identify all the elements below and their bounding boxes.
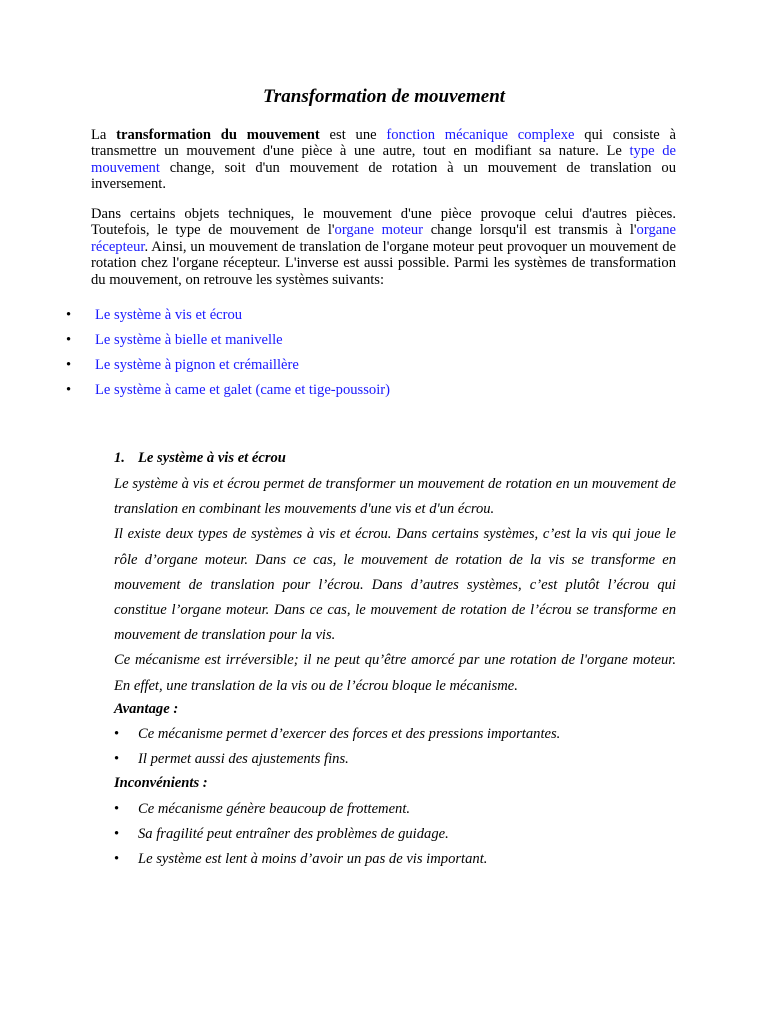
intro-text: Dans certains objets techniques, le mouvement d'une pièce provoque celui d'autres pièces. Toutefois, le type de mouvement de l' — [91, 206, 676, 239]
section-paragraph: Le système à vis et écrou permet de transformer un mouvement de rotation en un mouvement de translation en combinant les mouvements d'une vis et d'un écrou. — [114, 476, 676, 518]
avantage-label: Avantage : — [114, 701, 179, 717]
link-organe-moteur[interactable]: organe moteur — [334, 222, 423, 239]
intro-text: est une — [319, 127, 387, 143]
section-heading — [114, 449, 676, 467]
link-fonction-mecanique[interactable]: fonction mécanique complexe — [386, 127, 575, 143]
link-organe-recepteur[interactable]: organe récepteur — [91, 222, 676, 255]
intro-paragraph-1 — [91, 127, 676, 193]
link-system-vis-ecrou[interactable]: Le système à vis et écrou — [95, 307, 243, 323]
inconvenient-text: Sa fragilité peut entraîner des problèmes de guidage. — [138, 826, 449, 842]
section-body — [114, 472, 676, 699]
bullet-icon: • — [114, 826, 120, 842]
bullet-icon: • — [66, 307, 72, 323]
bullet-icon: • — [114, 801, 120, 817]
bullet-icon: • — [66, 332, 72, 348]
bullet-icon: • — [66, 382, 72, 398]
section-paragraph: Il existe deux types de systèmes à vis et écrou. Dans certains systèmes, c’est la vis qui joue le rôle d’organe moteur. Dans ce cas, le mouvement de rotation de la vis se transforme en mouvement de translation pour l’écrou. Dans d’autres systèmes, c’est plutôt l’écrou qui constitue l’organe moteur. Dans ce cas, le mouvement de rotation de l’écrou se transforme en mouvement de translation pour la vis. — [114, 526, 676, 644]
intro-bold-term: transformation du mouvement — [116, 127, 320, 143]
intro-paragraph-2 — [91, 206, 676, 288]
bullet-icon: • — [114, 751, 120, 767]
page-title: Transformation de mouvement — [262, 86, 506, 107]
link-system-came-galet[interactable]: Le système à came et galet (came et tige-poussoir) — [95, 382, 390, 398]
intro-text: change lorsqu'il est transmis à l' — [423, 222, 637, 239]
link-system-pignon-cremaillere[interactable]: Le système à pignon et crémaillère — [95, 357, 299, 373]
intro-text: La — [91, 127, 117, 143]
intro-text: change, soit d'un mouvement de rotation à un mouvement de translation ou inversement. — [91, 159, 676, 193]
section-paragraph: Ce mécanisme est irréversible; il ne peut qu’être amorcé par une rotation de l'organe moteur. En effet, une translation de la vis ou de l’écrou bloque le mécanisme. — [114, 652, 676, 694]
section-number: 1. — [114, 450, 125, 466]
link-type-de-mouvement[interactable]: type de mouvement — [91, 143, 676, 176]
intro-text: . Ainsi, un mouvement de translation de l'organe moteur peut provoquer un mouvement de rotation chez l'organe récepteur. L'inverse est aussi possible. Parmi les systèmes de transformation du mouvement, on retrouve les systèmes suivants: — [91, 238, 676, 288]
avantage-text: Ce mécanisme permet d’exercer des forces et des pressions importantes. — [138, 726, 561, 742]
bullet-icon: • — [66, 357, 72, 373]
intro-text: qui consiste à transmettre un mouvement d'une pièce à une autre, tout en modifiant sa nature. Le — [91, 127, 676, 160]
inconvenient-text: Le système est lent à moins d’avoir un pas de vis important. — [138, 851, 488, 867]
section-heading-text: Le système à vis et écrou — [138, 450, 286, 466]
bullet-icon: • — [114, 726, 120, 742]
inconvenients-label: Inconvénients : — [114, 775, 208, 791]
avantage-text: Il permet aussi des ajustements fins. — [138, 751, 349, 767]
bullet-icon: • — [114, 851, 120, 867]
inconvenient-text: Ce mécanisme génère beaucoup de frottement. — [138, 801, 411, 817]
link-system-bielle-manivelle[interactable]: Le système à bielle et manivelle — [95, 332, 283, 348]
